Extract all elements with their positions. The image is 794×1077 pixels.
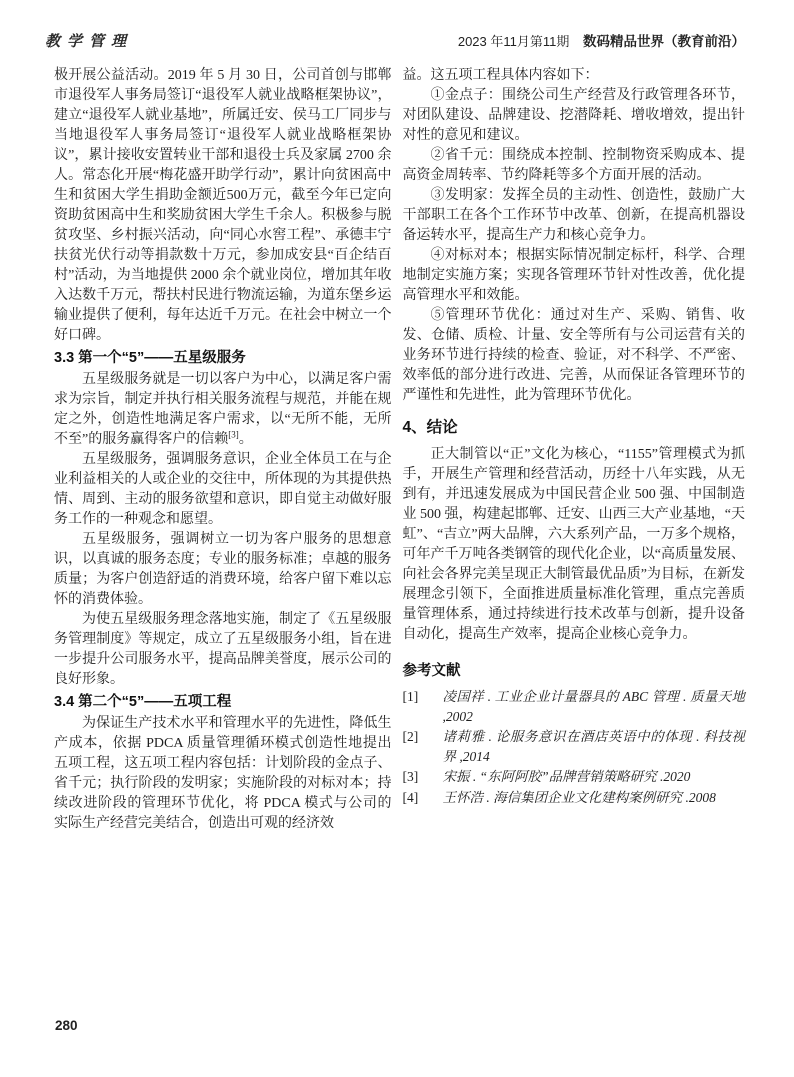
section-heading: 3.3 第一个“5”——五星级服务	[54, 350, 246, 366]
article-body	[0, 51, 794, 834]
section-heading: 参考文献	[402, 663, 461, 679]
paragraph: 五星级服务，强调树立一切为客户服务的思想意识，以真诚的服务态度；专业的服务标准；卓越的服务质量；为客户创造舒适的消费环境，给客户留下难以忘怀的消费体验。	[54, 532, 392, 607]
paragraph: 益。这五项工程具体内容如下：	[402, 68, 599, 83]
paragraph: 五星级服务，强调服务意识，企业全体员工在与企业利益相关的人或企业的交往中，所体现的为其提供热情、周到、主动的服务欲望和意识，即自觉主动做好服务工作的一种观念和愿望。	[54, 452, 392, 527]
right-column	[403, 66, 745, 834]
left-column	[54, 66, 392, 834]
page-header	[0, 0, 794, 51]
journal-title: 数码精品世界（教育前沿）	[583, 34, 745, 49]
paragraph: ④对标对本；根据实际情况制定标杆，科学、合理地制定实施方案；实现各管理环节针对性改善，优化提高管理水平和效能。	[402, 248, 745, 303]
paragraph: 五星级服务就是一切以客户为中心，以满足客户需求为宗旨，制定并执行相关服务流程与规范，并能在规定之外，创造性地满足客户需求，以“无所不能，无所不至”的服务赢得客户的信赖[3]。	[54, 372, 392, 447]
paragraph: 极开展公益活动。2019 年 5 月 30 日，公司首创与邯郸市退役军人事务局签订“退役军人就业战略框架协议”，建立“退役军人就业基地”，所属迁安、侯马工厂同步与当地退役军人事务局签订“退役军人就业战略框架协议”，累计接收安置转业干部和退役士兵及家属 2700 余人。常态化开展“梅花盛开助学行动”，累计向贫困高中生和贫困大学生捐助金额近500万元，截至今年已定向资助贫困高中生和奖励贫困大学生千余人。积极参与脱贫攻坚、乡村振兴活动，向“同心水窖工程”、承德丰宁扶贫光伏行动等捐款数十万元，参加成安县“百企结百村”活动，为当地提供 2000 余个就业岗位，增加其年收入达数千万元，帮扶村民进行物流运输，为道东堡乡运输业提供了便利，每年达近千万元。在社会中树立一个好口碑。	[54, 68, 392, 343]
reference-text: 诸莉雅 . 论服务意识在酒店英语中的体现 . 科技视界 ,2014	[442, 729, 745, 764]
reference-text: 王怀浩 . 海信集团企业文化建构案例研究 .2008	[442, 789, 716, 805]
reference-item	[403, 727, 745, 766]
paragraph: ②省千元：围绕成本控制、控制物资采购成本、提高资金周转率、节约降耗等多个方面开展的活动。	[402, 148, 745, 183]
citation-superscript: [3]	[228, 429, 239, 440]
reference-item	[403, 788, 745, 808]
paragraph: ③发明家：发挥全员的主动性、创造性，鼓励广大干部职工在各个工作环节中改革、创新，在提高机器设备运转水平，提高生产力和核心竞争力。	[402, 188, 745, 243]
reference-label: [4]	[402, 789, 419, 805]
reference-item	[403, 767, 745, 787]
reference-item	[403, 687, 745, 726]
reference-text: 宋振 . “东阿阿胶”品牌营销策略研究 .2020	[442, 769, 691, 784]
section-heading: 4、结论	[402, 419, 458, 436]
header-section-label: 教学管理	[45, 34, 134, 50]
reference-text: 凌国祥 . 工业企业计量器具的 ABC 管理 . 质量天地 ,2002	[442, 689, 745, 724]
reference-label: [3]	[402, 769, 419, 784]
page-number: 280	[55, 1018, 78, 1033]
section-heading: 3.4 第二个“5”——五项工程	[54, 694, 232, 710]
paragraph: ⑤管理环节优化：通过对生产、采购、销售、收发、仓储、质检、计量、安全等所有与公司运营有关的业务环节进行持续的检查、验证，对不科学、不严密、效率低的部分进行改进、完善，从而保证各管理环节的严谨性和先进性，此为管理环节优化。	[402, 308, 745, 403]
reference-label: [1]	[402, 689, 419, 704]
paragraph: 为保证生产技术水平和管理水平的先进性，降低生产成本，依据 PDCA 质量管理循环模式创造性地提出五项工程，这五项工程内容包括：计划阶段的金点子、省千元；执行阶段的发明家；实施阶段的对标对本；持续改进阶段的管理环节优化，将 PDCA 模式与公司的实际生产经营完美结合，创造出可观的经济效	[54, 716, 392, 831]
header-issue-info	[458, 30, 745, 50]
reference-label: [2]	[402, 729, 419, 744]
paragraph: ①金点子：围绕公司生产经营及行政管理各环节，对团队建设、品牌建设、挖潜降耗、增收增效，提出针对性的意见和建议。	[402, 88, 745, 143]
paragraph: 正大制管以“正”文化为核心，“1155”管理模式为抓手，开展生产管理和经营活动，历经十八年实践，从无到有，并迅速发展成为中国民营企业 500 强、中国制造业 500 强，构建起邯郸、迁安、山西三大产业基地，“天虹”、“吉立”两大品牌，六大系列产品，一万多个规格，可年产千万吨各类钢管的现代化企业，以“高质量发展、向社会各界完美呈现正大制管最优品质”为目标，在新发展理念引领下，全面推进质量标准化管理，重点完善质量管理体系，通过持续进行技术改革与创新，提升设备自动化，提高生产效率，提高企业核心竞争力。	[402, 447, 745, 642]
paragraph: 为使五星级服务理念落地实施，制定了《五星级服务管理制度》等规定，成立了五星级服务小组，旨在进一步提升公司服务水平，提高品牌美誉度，展示公司的良好形象。	[54, 612, 392, 687]
issue-date: 2023 年11月第11期	[457, 34, 570, 49]
